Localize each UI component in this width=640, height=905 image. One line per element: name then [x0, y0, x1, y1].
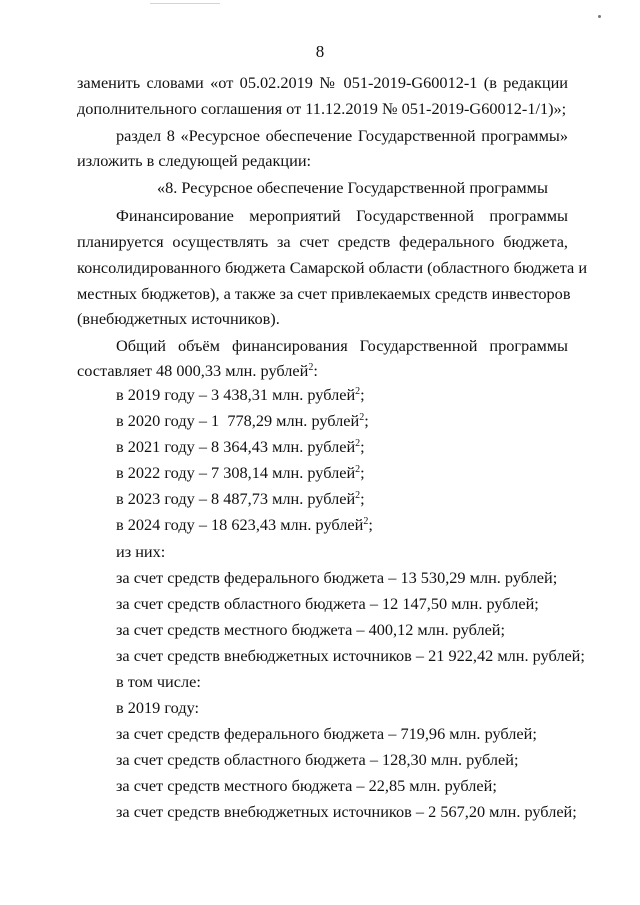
text-line: Финансирование мероприятий Государственной программы	[116, 206, 568, 225]
text-fragment: в 2020 году – 1 778,29 млн. рублей	[116, 411, 360, 430]
footnote-mark: 2	[355, 386, 361, 397]
punctuation: ;	[364, 411, 369, 430]
text-fragment: в 2022 году – 7 308,14 млн. рублей	[116, 463, 356, 482]
text-fragment: в 2023 году – 8 487,73 млн. рублей	[116, 489, 356, 508]
text-line: местных бюджетов), а также за счет привлекаемых средств инвесторов	[77, 284, 571, 303]
text-line: Общий объём финансирования Государственной программы	[116, 336, 568, 355]
text-line: за счет средств областного бюджета – 128,30 млн. рублей;	[116, 750, 519, 769]
year-funding-line	[116, 437, 365, 457]
footnote-mark: 2	[355, 464, 361, 475]
year-funding-line	[116, 463, 365, 483]
text-line: консолидированного бюджета Самарской области (областного бюджета и	[77, 258, 588, 277]
year-funding-line	[116, 515, 373, 535]
text-line: за счет средств федерального бюджета – 13 530,29 млн. рублей;	[116, 568, 558, 587]
page-number: 8	[315, 42, 325, 61]
punctuation: ;	[360, 437, 365, 456]
year-funding-line	[116, 385, 365, 405]
text-line: за счет средств федерального бюджета – 719,96 млн. рублей;	[116, 724, 537, 743]
text-line: за счет средств местного бюджета – 400,12 млн. рублей;	[116, 620, 506, 639]
punctuation: :	[313, 361, 318, 380]
footnote-mark: 2	[355, 438, 361, 449]
footnote-mark: 2	[308, 362, 314, 373]
text-fragment: в 2024 году – 18 623,43 млн. рублей	[116, 515, 364, 534]
text-line: дополнительного соглашения от 11.12.2019 № 051-2019-G60012-1/1)»;	[77, 99, 567, 118]
text-line: из них:	[116, 542, 166, 561]
text-line: планируется осуществлять за счет средств федерального бюджета,	[77, 232, 568, 251]
punctuation: ;	[360, 385, 365, 404]
total-funding-line	[77, 361, 318, 381]
text-fragment: в 2019 году – 3 438,31 млн. рублей	[116, 385, 356, 404]
punctuation: ;	[360, 489, 365, 508]
text-line: за счет средств внебюджетных источников – 21 922,42 млн. рублей;	[116, 646, 585, 665]
text-line: заменить словами «от 05.02.2019 № 051-2019-G60012-1 (в редакции	[77, 73, 568, 92]
year-funding-line	[116, 411, 369, 431]
footnote-mark: 2	[363, 516, 369, 527]
text-line: в том числе:	[116, 672, 201, 691]
text-line: (внебюджетных источников).	[77, 309, 280, 328]
text-fragment: в 2021 году – 8 364,43 млн. рублей	[116, 437, 356, 456]
year-funding-line	[116, 489, 365, 509]
footnote-mark: 2	[359, 412, 365, 423]
text-line: в 2019 году:	[116, 698, 200, 717]
text-line: изложить в следующей редакции:	[77, 151, 312, 170]
punctuation: ;	[368, 515, 373, 534]
punctuation: ;	[360, 463, 365, 482]
scan-artifact	[150, 0, 220, 4]
section-heading: «8. Ресурсное обеспечение Государственной программы	[157, 178, 548, 197]
text-line: за счет средств областного бюджета – 12 147,50 млн. рублей;	[116, 594, 539, 613]
text-line: за счет средств внебюджетных источников – 2 567,20 млн. рублей;	[116, 802, 577, 821]
footnote-mark: 2	[355, 490, 361, 501]
text-line: раздел 8 «Ресурсное обеспечение Государственной программы»	[116, 126, 568, 145]
text-line: за счет средств местного бюджета – 22,85 млн. рублей;	[116, 776, 497, 795]
scan-artifact-dot	[598, 15, 601, 18]
text-fragment: составляет 48 000,33 млн. рублей	[77, 361, 309, 380]
